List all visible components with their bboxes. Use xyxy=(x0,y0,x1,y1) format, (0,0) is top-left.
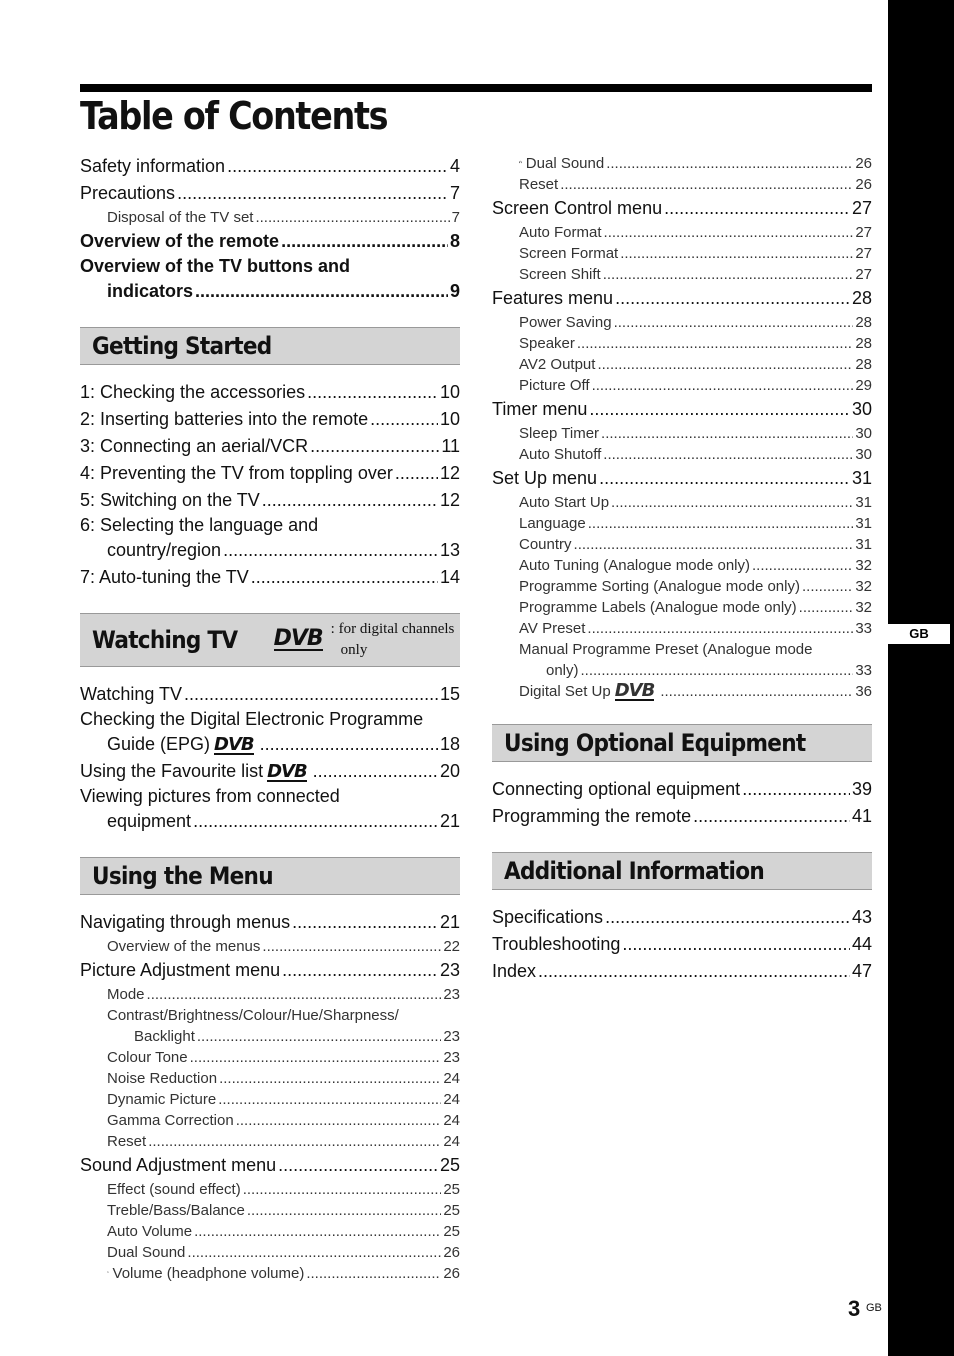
toc-entry-line1: 6: Selecting the language and xyxy=(80,515,319,535)
toc-entry[interactable]: Set Up menu ..... 31 xyxy=(492,465,872,492)
toc-entry[interactable]: Precautions ..... 7 xyxy=(80,180,460,207)
toc-subentry[interactable]: Digital Set Up DVB ..... 36 xyxy=(492,681,872,702)
page-number: 3 xyxy=(848,1296,861,1321)
toc-subentry[interactable]: Disposal of the TV set ..... 7 xyxy=(80,207,460,228)
toc-subentry-line1: Contrast/Brightness/Colour/Hue/Sharpness/ xyxy=(107,1007,399,1024)
toc-entry[interactable]: 2: Inserting batteries into the remote ..... 10 xyxy=(80,406,460,433)
toc-subentry[interactable]: only) ..... 33 xyxy=(492,660,872,681)
toc-entry[interactable]: indicators ..... 9 xyxy=(80,278,460,305)
toc-entry-line1: Checking the Digital Electronic Programme xyxy=(80,709,424,729)
dvb-logo-icon: DVB xyxy=(267,761,307,782)
toc-entry[interactable]: Specifications ..... 43 xyxy=(492,904,872,931)
right-column xyxy=(492,153,872,985)
toc-subentry[interactable]: Dual Sound ..... 26 xyxy=(80,1242,460,1263)
toc-entry[interactable]: Connecting optional equipment ..... 39 xyxy=(492,776,872,803)
dvb-note: : for digital channels only xyxy=(330,621,455,658)
toc-subentry[interactable]: Backlight ..... 23 xyxy=(80,1026,460,1047)
toc-subentry[interactable]: Auto Volume ..... 25 xyxy=(80,1221,460,1242)
toc-subentry[interactable]: Overview of the menus ..... 22 xyxy=(80,936,460,957)
toc-entry[interactable]: Guide (EPG) DVB ..... 18 xyxy=(80,731,460,758)
toc-entry[interactable]: Safety information ..... 4 xyxy=(80,153,460,180)
section-heading-additional-information: Additional Information xyxy=(492,852,872,890)
toc-entry[interactable]: 3: Connecting an aerial/VCR ..... 11 xyxy=(80,433,460,460)
toc-entry[interactable]: Index ..... 47 xyxy=(492,958,872,985)
toc-subentry[interactable]: Auto Shutoff ..... 30 xyxy=(492,444,872,465)
section-heading-optional-equipment: Using Optional Equipment xyxy=(492,724,872,762)
dvb-logo-icon: DVB xyxy=(614,680,655,701)
language-tab: GB xyxy=(888,624,950,644)
page-title: Table of Contents xyxy=(80,94,388,138)
section-heading-using-menu: Using the Menu xyxy=(80,857,460,895)
toc-subentry[interactable]: Power Saving ..... 28 xyxy=(492,312,872,333)
toc-subentry[interactable]: Auto Start Up ..... 31 xyxy=(492,492,872,513)
toc-subentry[interactable]: Gamma Correction ..... 24 xyxy=(80,1110,460,1131)
dvb-logo-icon: DVB xyxy=(273,626,323,651)
toc-subentry[interactable]: Auto Tuning (Analogue mode only) ..... 32 xyxy=(492,555,872,576)
toc-subentry[interactable]: Volume (headphone volume) ..... 26 xyxy=(80,1263,460,1284)
toc-subentry[interactable]: Country ..... 31 xyxy=(492,534,872,555)
toc-subentry[interactable]: Programme Sorting (Analogue mode only) ..... 32 xyxy=(492,576,872,597)
toc-subentry[interactable]: Screen Format ..... 27 xyxy=(492,243,872,264)
toc-subentry[interactable]: Language ..... 31 xyxy=(492,513,872,534)
toc-subentry[interactable]: Sleep Timer ..... 30 xyxy=(492,423,872,444)
toc-subentry[interactable]: Mode ..... 23 xyxy=(80,984,460,1005)
toc-entry-line1: Viewing pictures from connected xyxy=(80,786,340,806)
toc-subentry[interactable]: Colour Tone ..... 23 xyxy=(80,1047,460,1068)
toc-entry[interactable]: Watching TV ..... 15 xyxy=(80,681,460,708)
toc-subentry[interactable]: Programme Labels (Analogue mode only) ..... 32 xyxy=(492,597,872,618)
toc-subentry[interactable]: Speaker ..... 28 xyxy=(492,333,872,354)
page-language: GB xyxy=(866,1302,882,1314)
headphone-icon xyxy=(107,1266,109,1278)
dvb-logo-icon: DVB xyxy=(214,734,254,755)
toc-subentry[interactable]: AV2 Output ..... 28 xyxy=(492,354,872,375)
headphone-icon xyxy=(519,156,522,168)
toc-subentry[interactable]: Noise Reduction ..... 24 xyxy=(80,1068,460,1089)
toc-subentry-line1: Manual Programme Preset (Analogue mode xyxy=(519,641,813,658)
section-heading-watching-tv: Watching TV DVB : for digital channels only xyxy=(80,613,460,667)
toc-entry[interactable]: Timer menu ..... 30 xyxy=(492,396,872,423)
toc-entry[interactable]: country/region ..... 13 xyxy=(80,537,460,564)
toc-subentry[interactable]: Treble/Bass/Balance ..... 25 xyxy=(80,1200,460,1221)
toc-entry[interactable]: Screen Control menu ..... 27 xyxy=(492,195,872,222)
toc-subentry[interactable]: Screen Shift ..... 27 xyxy=(492,264,872,285)
side-bar xyxy=(888,0,954,1356)
toc-subentry[interactable]: Dynamic Picture ..... 24 xyxy=(80,1089,460,1110)
toc-entry[interactable]: equipment ..... 21 xyxy=(80,808,460,835)
toc-entry[interactable]: Sound Adjustment menu ..... 25 xyxy=(80,1152,460,1179)
toc-entry[interactable]: Overview of the remote ..... 8 xyxy=(80,228,460,255)
toc-entry[interactable]: 7: Auto-tuning the TV ..... 14 xyxy=(80,564,460,591)
toc-entry[interactable]: 5: Switching on the TV ..... 12 xyxy=(80,487,460,514)
title-rule xyxy=(80,84,872,92)
left-column xyxy=(80,153,460,1284)
toc-entry[interactable]: Troubleshooting ..... 44 xyxy=(492,931,872,958)
toc-subentry[interactable]: Effect (sound effect) ..... 25 xyxy=(80,1179,460,1200)
toc-entry[interactable]: Navigating through menus ..... 21 xyxy=(80,909,460,936)
toc-subentry[interactable]: Dual Sound ..... 26 xyxy=(492,153,872,174)
toc-entry[interactable]: Using the Favourite list DVB ..... 20 xyxy=(80,758,460,785)
toc-entry[interactable]: 1: Checking the accessories ..... 10 xyxy=(80,379,460,406)
toc-subentry[interactable]: Reset ..... 26 xyxy=(492,174,872,195)
toc-subentry[interactable]: Picture Off ..... 29 xyxy=(492,375,872,396)
toc-entry[interactable]: Features menu ..... 28 xyxy=(492,285,872,312)
toc-subentry[interactable]: Reset ..... 24 xyxy=(80,1131,460,1152)
section-heading-getting-started: Getting Started xyxy=(80,327,460,365)
toc-entry-line1: Overview of the TV buttons and xyxy=(80,256,351,276)
toc-entry[interactable]: 4: Preventing the TV from toppling over ..... 12 xyxy=(80,460,460,487)
toc-subentry[interactable]: AV Preset ..... 33 xyxy=(492,618,872,639)
toc-subentry[interactable]: Auto Format ..... 27 xyxy=(492,222,872,243)
toc-entry[interactable]: Programming the remote ..... 41 xyxy=(492,803,872,830)
toc-entry[interactable]: Picture Adjustment menu ..... 23 xyxy=(80,957,460,984)
